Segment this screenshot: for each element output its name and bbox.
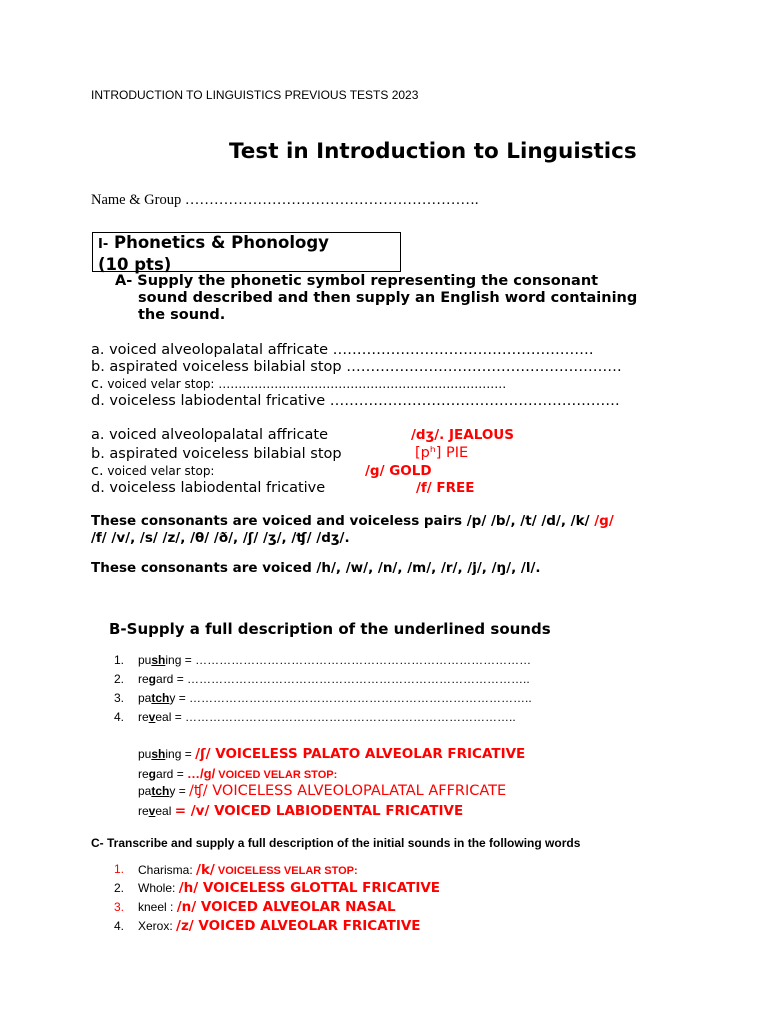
question-c: c. voiced velar stop: ……………………………………………………………… [91,376,507,392]
part-b-item-4-text: reveal = ……………………………………………………………………….. [138,710,516,724]
answer-a-label: a. voiced alveolopalatal affricate [91,427,329,443]
part-b-answer-2: regard = …/g/ VOICED VELAR STOP: [138,766,338,781]
question-d: d. voiceless labiodental fricative …………………………………………………… [91,393,620,409]
answer-d-label: d. voiceless labiodental fricative [91,480,326,496]
section-title: I- Phonetics & Phonology (10 pts) [98,233,329,274]
part-c-num-2: 2. [114,881,125,895]
name-group-field: Name & Group ……………………………………………………. [91,192,479,208]
answer-c: /g/ GOLD [365,463,432,479]
part-b-item-3: 3. [114,691,125,705]
answer-b: [pʰ] PIE [415,445,469,461]
question-b: b. aspirated voiceless bilabial stop ………………………………………………… [91,359,622,375]
part-c-num-4: 4. [114,919,125,933]
pairs-line-1: These consonants are voiced and voiceless pairs /p/ /b/, /t/ /d/, /k/ /g/ [91,513,614,529]
part-c-item-4: Xerox: /z/ VOICED ALVEOLAR FRICATIVE [138,918,421,934]
answer-c-label: c. voiced velar stop: [91,463,215,479]
part-b-item-4: 4. [114,710,125,724]
part-c-item-2: Whole: /h/ VOICELESS GLOTTAL FRICATIVE [138,880,441,896]
page-title: Test in Introduction to Linguistics [229,139,637,164]
answer-a: /dʒ/. JEALOUS [411,427,514,443]
part-c-item-3: kneel : /n/ VOICED ALVEOLAR NASAL [138,899,396,915]
part-b-item-2-text: regard = ………………………………………………………………………….. [138,672,530,686]
question-a: a. voiced alveolopalatal affricate ……………………………………………… [91,342,594,358]
part-c-item-1: Charisma: /k/ VOICELESS VELAR STOP: [138,862,358,878]
part-c-num-3: 3. [114,900,125,914]
part-b-answer-4: reveal = /v/ VOICED LABIODENTAL FRICATIVE [138,803,464,819]
document-header: INTRODUCTION TO LINGUISTICS PREVIOUS TESTS 2023 [91,88,419,102]
part-c-heading: C- Transcribe and supply a full description of the initial sounds in the following words [91,836,581,850]
voiced-consonants-line: These consonants are voiced /h/, /w/, /n/, /m/, /r/, /j/, /ŋ/, /l/. [91,560,541,576]
answer-b-label: b. aspirated voiceless bilabial stop [91,446,342,462]
part-b-item-1-text: pushing = ………………………………………………………………………… [138,653,532,667]
answer-d: /f/ FREE [416,480,475,496]
part-a-instructions: A- Supply the phonetic symbol representing the consonant sound described and then supply an English word containing the sound. [115,273,638,323]
part-c-num-1: 1. [114,862,125,876]
part-b-item-3-text: patchy = ………………………………………………………………………….. [138,691,532,705]
part-b-item-1: 1. [114,653,125,667]
part-b-answer-3: patchy = /ʧ/ VOICELESS ALVEOLOPALATAL AFFRICATE [138,783,507,799]
part-b-heading: B-Supply a full description of the underlined sounds [109,620,551,638]
part-b-item-2: 2. [114,672,125,686]
pairs-line-2: /f/ /v/, /s/ /z/, /θ/ /ð/, /ʃ/ /ʒ/, /ʧ/ /dʒ/. [91,530,350,546]
part-b-answer-1: pushing = /ʃ/ VOICELESS PALATO ALVEOLAR FRICATIVE [138,746,526,762]
